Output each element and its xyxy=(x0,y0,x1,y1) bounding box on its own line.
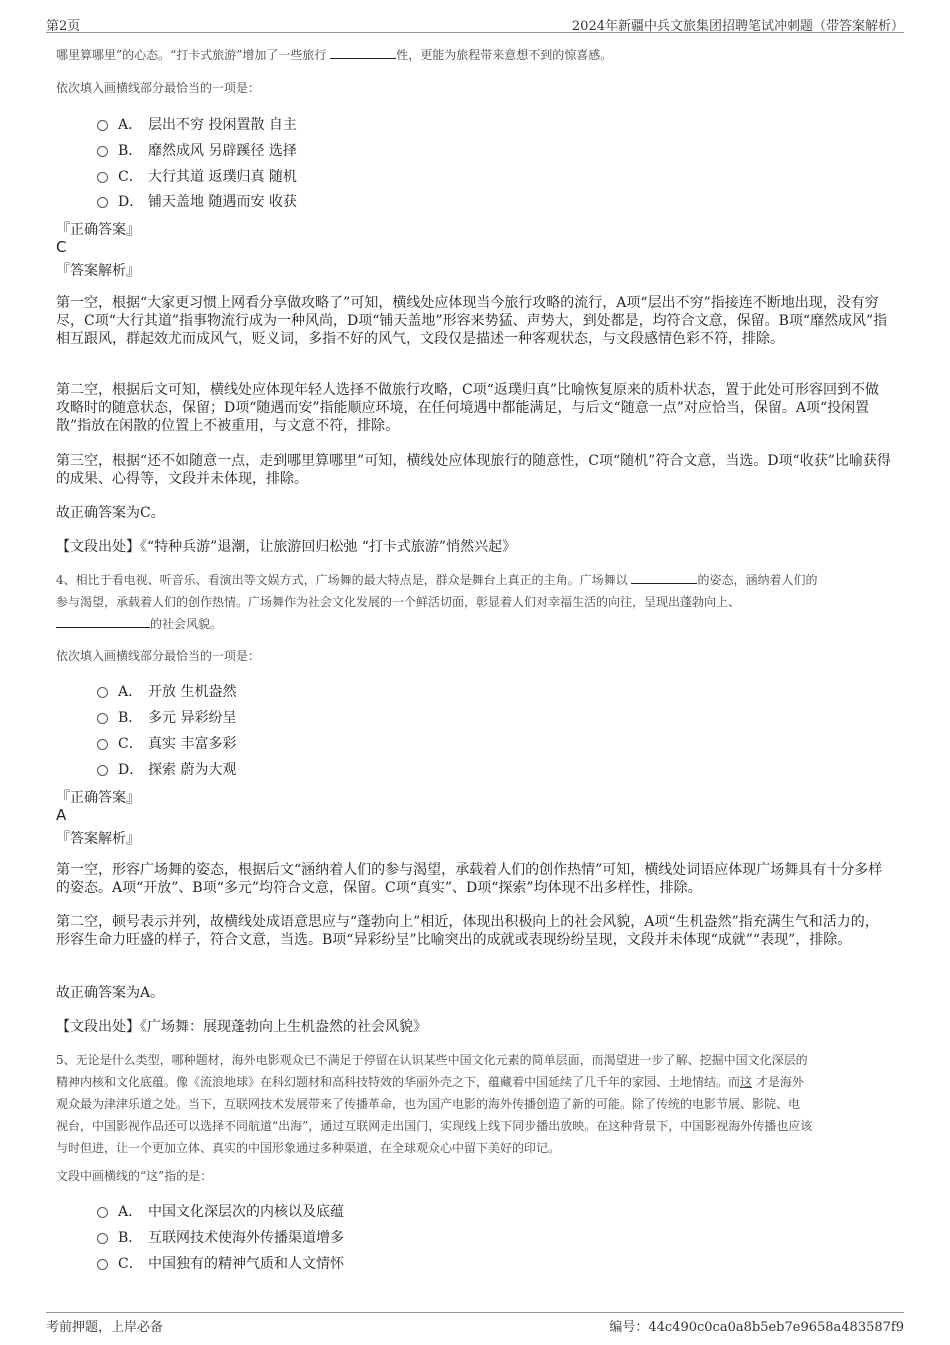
q4-option-c[interactable]: C． 真实 丰富多彩 xyxy=(97,733,236,753)
q4-stem-part1: 4、相比于看电视、听音乐、看演出等文娱方式，广场舞的最大特点是，群众是舞台上真正的主角。广场舞以 xyxy=(56,573,632,587)
q4-option-a[interactable]: A． 开放 生机盎然 xyxy=(97,681,236,701)
q3-answer: C xyxy=(56,238,67,256)
q3-option-c[interactable]: C． 大行其道 返璞归真 随机 xyxy=(97,166,297,186)
q3-option-b[interactable]: B． 靡然成风 另辟蹊径 选择 xyxy=(97,140,297,160)
q4-source: 【文段出处】《广场舞：展现蓬勃向上生机盎然的社会风貌》 xyxy=(56,1019,427,1035)
q5-prompt: 文段中画横线的“这”指的是： xyxy=(56,1169,213,1183)
q4-analysis-2: 第二空，顿号表示并列，故横线处成语意思应与“蓬勃向上”相近，体现出积极向上的社会风貌，A项“生机盎然”指充满生气和活力的，形容生命力旺盛的样子，符合文意，当选。B项“异彩纷呈”比喻突出的成就或表现纷纷呈现，文段并未体现“成就”“表现”，排除。 xyxy=(56,914,879,948)
q4-option-d[interactable]: D． 探索 蔚为大观 xyxy=(97,759,236,779)
q5-option-b[interactable]: B． 互联网技术使海外传播渠道增多 xyxy=(97,1227,344,1247)
radio-icon[interactable] xyxy=(97,172,108,183)
q5-stem xyxy=(56,1049,906,1159)
radio-icon[interactable] xyxy=(97,1233,108,1244)
q5-stem-line3: 观众最为津津乐道之处。当下，互联网技术发展带来了传播革命，也为国产电影的海外传播创造了新的可能。除了传统的电影节展、影院、电 xyxy=(56,1097,801,1111)
page-header xyxy=(46,13,904,33)
q3-source: 【文段出处】《“特种兵游”退潮，让旅游回归松弛 “打卡式旅游”悄然兴起》 xyxy=(56,539,517,555)
q5-stem-line2-tail: 才是海外 xyxy=(752,1075,804,1089)
q4-option-b[interactable]: B． 多元 异彩纷呈 xyxy=(97,707,236,727)
radio-icon[interactable] xyxy=(97,146,108,157)
q4-answer: A xyxy=(56,806,67,824)
q3-analysis-label: 『答案解析』 xyxy=(56,263,140,279)
radio-icon[interactable] xyxy=(97,739,108,750)
footer-serial: 编号：44c490c0ca0a8b5eb7e9658a483587f9 xyxy=(609,1320,904,1335)
q3-blank xyxy=(330,45,396,59)
q3-analysis-2: 第二空，根据后文可知，横线处应体现年轻人选择不做旅行攻略，C项“返璞归真”比喻恢复原来的质朴状态，置于此处可形容回到不做攻略时的随意状态，保留；D项“随遇而安”指能顺应环境，在任何境遇中都能满足，与后文“随意一点”对应恰当，保留。A项“投闲置散”指放在闲散的位置上不被重用，与文意不符，排除。 xyxy=(56,382,880,434)
q5-underlined-word: 这 xyxy=(740,1075,753,1089)
q4-answer-label: 『正确答案』 xyxy=(56,790,140,806)
q4-stem-part2: 的姿态，涵纳着人们的 xyxy=(697,573,818,587)
q5-option-a[interactable]: A． 中国文化深层次的内核以及底蕴 xyxy=(97,1201,344,1221)
q4-conclusion: 故正确答案为A。 xyxy=(56,985,165,1001)
footer-slogan: 考前押题，上岸必备 xyxy=(46,1320,164,1335)
q3-context xyxy=(56,44,906,66)
page-number: 第2页 xyxy=(46,19,81,34)
q3-analysis-3: 第三空，根据“还不如随意一点，走到哪里算哪里”可知，横线处应体现旅行的随意性，C项“随机”符合文意，当选。D项“收获”比喻获得的成果、心得等，文段并未体现，排除。 xyxy=(56,453,891,487)
q3-context-post: 性，更能为旅程带来意想不到的惊喜感。 xyxy=(396,48,613,62)
q4-blank-1 xyxy=(631,570,697,584)
q3-option-d[interactable]: D． 铺天盖地 随遇而安 收获 xyxy=(97,191,297,211)
q3-option-a[interactable]: A． 层出不穷 投闲置散 自主 xyxy=(97,114,297,134)
document-title: 2024年新疆中兵文旅集团招聘笔试冲刺题（带答案解析） xyxy=(571,19,904,34)
q5-stem-line1: 5、无论是什么类型，哪种题材，海外电影观众已不满足于停留在认识某些中国文化元素的简单层面，而渴望进一步了解、挖掘中国文化深层的 xyxy=(56,1053,808,1067)
q3-context-pre: 哪里算哪里”的心态。“打卡式旅游”增加了一些旅行 xyxy=(56,48,331,62)
radio-icon[interactable] xyxy=(97,1207,108,1218)
q4-analysis-label: 『答案解析』 xyxy=(56,831,140,847)
radio-icon[interactable] xyxy=(97,197,108,208)
q5-stem-line4: 视台，中国影视作品还可以选择不同航道“出海”，通过互联网走出国门，实现线上线下同步播出放映。在这种背景下，中国影视海外传播也应该 xyxy=(56,1119,813,1133)
q3-answer-label: 『正确答案』 xyxy=(56,222,140,238)
radio-icon[interactable] xyxy=(97,713,108,724)
q4-blank-2 xyxy=(56,614,150,628)
q4-stem-part4: 的社会风貌。 xyxy=(150,617,223,631)
q3-conclusion: 故正确答案为C。 xyxy=(56,505,165,521)
radio-icon[interactable] xyxy=(97,120,108,131)
q5-stem-line5: 与时但进，让一个更加立体、真实的中国形象通过多种渠道，在全球观众心中留下美好的印记。 xyxy=(56,1141,561,1155)
radio-icon[interactable] xyxy=(97,765,108,776)
q4-analysis-1: 第一空，形容广场舞的姿态，根据后文“涵纳着人们的参与渴望，承载着人们的创作热情”可知，横线处词语应体现广场舞具有十分多样的姿态。A项“开放”、B项“多元”均符合文意，保留。C项“真实”、D项“探索”均体现不出多样性，排除。 xyxy=(56,862,883,896)
q5-stem-line2: 精神内核和文化底蕴。像《流浪地球》在科幻题材和高科技特效的华丽外壳之下，蕴藏着中国延续了几千年的家园、土地情结。而 xyxy=(56,1075,741,1089)
radio-icon[interactable] xyxy=(97,1259,108,1270)
q4-stem xyxy=(56,569,906,635)
q3-analysis-1: 第一空，根据“大家更习惯上网看分享做攻略了”可知，横线处应体现当今旅行攻略的流行，A项“层出不穷”指接连不断地出现，没有穷尽，C项“大行其道”指事物流行成为一种风尚，D项“铺天盖地”形容来势猛、声势大，到处都是，均符合文意，保留。B项“靡然成风”指相互跟风，群起效尤而成风气，贬义词，多指不好的风气，文段仅是描述一种客观状态，与文段感情色彩不符，排除。 xyxy=(56,295,888,347)
q3-prompt: 依次填入画横线部分最恰当的一项是： xyxy=(56,81,261,95)
radio-icon[interactable] xyxy=(97,687,108,698)
q4-stem-part3: 参与渴望，承载着人们的创作热情。广场舞作为社会文化发展的一个鲜活切面，彰显着人们对幸福生活的向往，呈现出蓬勃向上、 xyxy=(56,595,741,609)
q4-prompt: 依次填入画横线部分最恰当的一项是： xyxy=(56,649,261,663)
q5-option-c[interactable]: C． 中国独有的精神气质和人文情怀 xyxy=(97,1253,344,1273)
page-footer xyxy=(46,1312,904,1335)
